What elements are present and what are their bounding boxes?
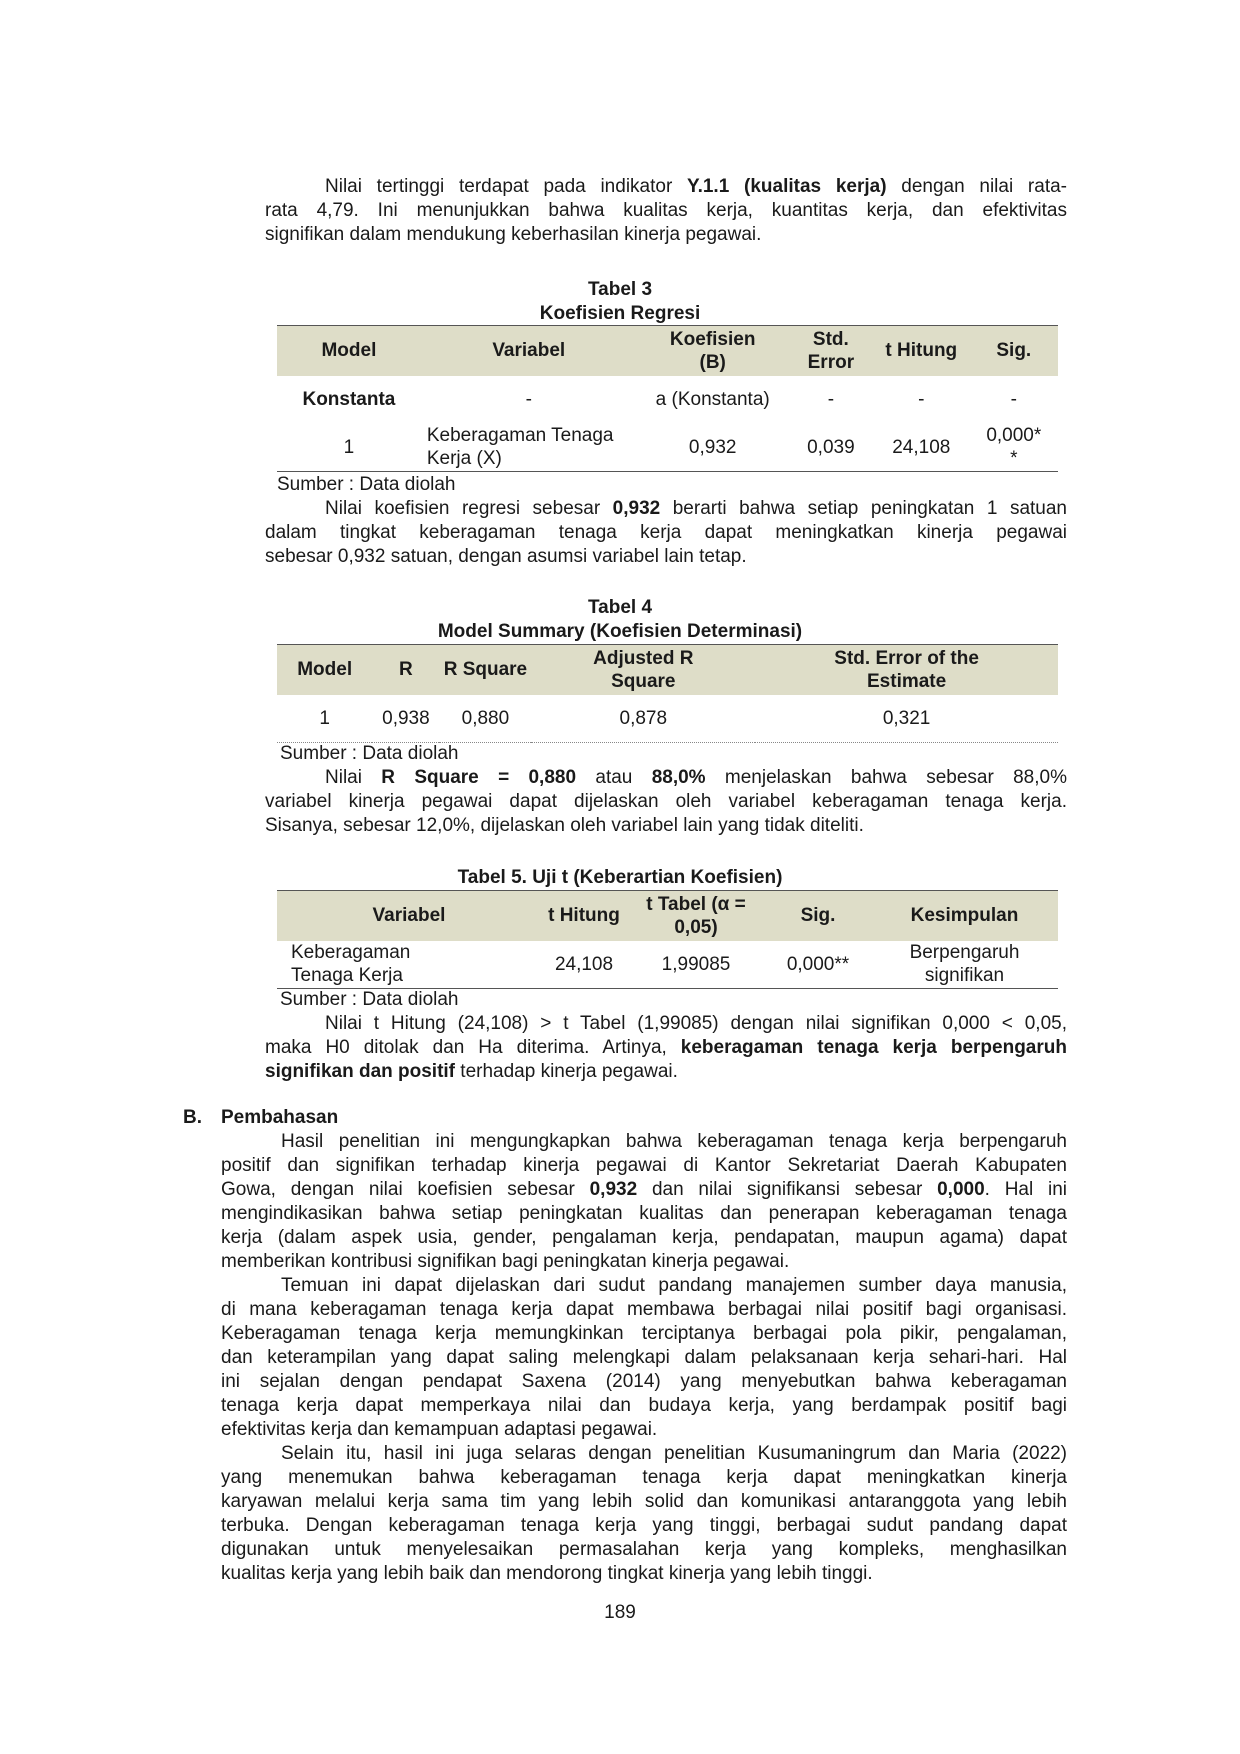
- bold-text: 0,000: [937, 1179, 985, 1200]
- table3-header-sig: Sig.: [970, 326, 1058, 376]
- table3-header-variabel: Variabel: [421, 326, 637, 376]
- table4-cell-r2: 0,880: [461, 707, 510, 729]
- text-line: terbuka. Dengan keberagaman tenaga kerja yang tinggi, berbagai sudut pandang dapat: [221, 1515, 1067, 1536]
- table4-header-r: R: [372, 645, 439, 695]
- text-line: rata 4,79. Ini menunjukkan bahwa kualitas kerja, kuantitas kerja, dan efektivitas: [265, 200, 1067, 221]
- text-line: memberikan kontribusi signifikan bagi peningkatan kinerja pegawai.: [221, 1251, 790, 1272]
- table3-paragraph: [265, 497, 1067, 569]
- table5: [277, 890, 1058, 989]
- table4: [277, 644, 1058, 743]
- table4-paragraph: [265, 766, 1067, 838]
- table3-cell-se: -: [827, 389, 835, 410]
- table3-header-model: Model: [277, 326, 421, 376]
- section-b-title: Pembahasan: [221, 1107, 339, 1128]
- bold-text: 0,932: [612, 498, 661, 519]
- text-line: di mana keberagaman tenaga kerja dapat membawa berbagai nilai positif bagi organisasi.: [221, 1299, 1067, 1320]
- table5-header-t: t Hitung: [541, 891, 627, 941]
- table4-header-see: Std. Error of the Estimate: [755, 645, 1058, 695]
- text-line: kualitas kerja yang lebih baik dan mendorong tingkat kinerja yang lebih tinggi.: [221, 1563, 873, 1584]
- text-line: ini sejalan dengan pendapat Saxena (2014) yang menyebutkan bahwa keberagaman: [221, 1371, 1067, 1392]
- table3-cell-sig: -: [1010, 389, 1017, 410]
- table3-cell-variabel: Keberagaman Tenaga Kerja (X): [426, 425, 614, 470]
- text-line: Sisanya, sebesar 12,0%, dijelaskan oleh variabel lain yang tidak diteliti.: [265, 815, 864, 836]
- text-line: efektivitas kerja dan kemampuan adaptasi pegawai.: [221, 1419, 658, 1440]
- page-number: 189: [604, 1602, 636, 1623]
- text-line: sebesar 0,932 satuan, dengan asumsi variabel lain tetap.: [265, 546, 747, 567]
- intro-paragraph: [265, 175, 1067, 247]
- table3-header-se: Std. Error: [789, 326, 873, 376]
- table4-caption-line1: Tabel 4: [587, 597, 653, 618]
- table5-header-ttab: t Tabel (α = 0,05): [627, 891, 765, 941]
- text-line: Selain itu, hasil ini juga selaras dengan penelitian Kusumaningrum dan Maria (2022): [281, 1443, 1067, 1464]
- text-line: Gowa, dengan nilai koefisien sebesar 0,932 dan nilai signifikansi sebesar 0,000. Hal ini: [221, 1179, 1068, 1200]
- bold-text: keberagaman tenaga kerja berpengaruh: [680, 1037, 1067, 1058]
- text-line: Hasil penelitian ini mengungkapkan bahwa keberagaman tenaga kerja berpengaruh: [281, 1131, 1067, 1152]
- table3-cell-sig: 0,000**: [986, 425, 1042, 470]
- table3-source: Sumber : Data diolah: [277, 474, 456, 495]
- table4-header-r2: R Square: [439, 645, 531, 695]
- table3-cell-model: 1: [343, 436, 355, 458]
- table5-paragraph: [265, 1012, 1067, 1084]
- table5-cell-ttab: 1,99085: [661, 953, 731, 975]
- table4-source: Sumber : Data diolah: [280, 743, 459, 764]
- table4-cell-adj: 0,878: [619, 707, 668, 729]
- text-line: mengindikasikan bahwa setiap peningkatan kualitas dan penerapan keberagaman tenaga: [221, 1203, 1067, 1224]
- text-line: dan keterampilan yang dapat saling melengkapi dalam pelaksanaan kerja sehari-hari. Hal: [221, 1347, 1067, 1368]
- table3: [277, 325, 1058, 472]
- text-line: signifikan dan positif terhadap kinerja pegawai.: [265, 1061, 678, 1082]
- table3-cell-model: Konstanta: [302, 389, 396, 410]
- table4-cell-model: 1: [319, 707, 330, 729]
- bold-text: Y.1.1 (kualitas kerja): [687, 176, 887, 197]
- text-line: Nilai R Square = 0,880 atau 88,0% menjelaskan bahwa sebesar 88,0%: [325, 767, 1067, 788]
- text-line: Nilai t Hitung (24,108) > t Tabel (1,99085) dengan nilai signifikan 0,000 < 0,05,: [325, 1013, 1067, 1034]
- table3-caption: [0, 278, 1240, 326]
- table5-cell-sig: 0,000**: [786, 953, 850, 975]
- table3-cell-t: -: [918, 389, 925, 410]
- table4-caption: [0, 596, 1240, 644]
- bold-text: signifikan dan positif: [265, 1061, 456, 1082]
- pembahasan-paragraph-2: [221, 1274, 1067, 1442]
- pembahasan-paragraph-1: [221, 1130, 1067, 1274]
- text-line: kerja (dalam aspek usia, gender, pengalaman kerja, pendapatan, maupun agama) dapat: [221, 1227, 1067, 1248]
- table3-caption-line2: Koefisien Regresi: [539, 303, 701, 324]
- text-line: karyawan melalui kerja sama tim yang lebih solid dan komunikasi antaranggota yang lebih: [221, 1491, 1067, 1512]
- text-line: Nilai koefisien regresi sebesar 0,932 berarti bahwa setiap peningkatan 1 satuan: [325, 498, 1067, 519]
- text-line: Nilai tertinggi terdapat pada indikator Y.1.1 (kualitas kerja) dengan nilai rata-: [325, 176, 1067, 197]
- table4-cell-see: 0,321: [882, 707, 931, 729]
- text-line: positif dan signifikan terhadap kinerja pegawai di Kantor Sekretariat Daerah Kabupaten: [221, 1155, 1067, 1176]
- table3-cell-koef: a (Konstanta): [655, 389, 770, 410]
- bold-text: 88,0%: [651, 767, 706, 788]
- text-line: signifikan dalam mendukung keberhasilan kinerja pegawai.: [265, 224, 762, 245]
- table5-cell-kes: Berpengaruh signifikan: [909, 942, 1020, 987]
- text-line: dalam tingkat keberagaman tenaga kerja dapat meningkatkan kinerja pegawai: [265, 522, 1067, 543]
- table5-source: Sumber : Data diolah: [280, 989, 459, 1010]
- pembahasan-paragraph-3: [221, 1442, 1067, 1586]
- bold-text: 0,932: [589, 1179, 638, 1200]
- text-line: Keberagaman tenaga kerja memungkinkan terciptanya berbagai pola pikir, pengalaman,: [221, 1323, 1067, 1344]
- section-b-label: B.: [183, 1107, 202, 1128]
- table3-header-t: t Hitung: [873, 326, 970, 376]
- text-line: Temuan ini dapat dijelaskan dari sudut pandang manajemen sumber daya manusia,: [281, 1275, 1067, 1296]
- table4-cell-r: 0,938: [382, 707, 430, 729]
- table3-cell-koef: 0,932: [688, 436, 737, 458]
- table5-header-kes: Kesimpulan: [871, 891, 1058, 941]
- table5-header-variabel: Variabel: [277, 891, 541, 941]
- table5-cell-t: 24,108: [554, 953, 614, 975]
- table5-header-sig: Sig.: [765, 891, 871, 941]
- text-line: digunakan untuk menyelesaikan permasalahan kerja yang kompleks, menghasilkan: [221, 1539, 1067, 1560]
- table4-caption-line2: Model Summary (Koefisien Determinasi): [437, 621, 803, 642]
- bold-text: R Square = 0,880: [381, 767, 577, 788]
- section-b-heading: [183, 1106, 338, 1130]
- table4-header-model: Model: [277, 645, 372, 695]
- table3-cell-t: 24,108: [892, 436, 951, 458]
- table3-caption-line1: Tabel 3: [587, 279, 653, 300]
- text-line: maka H0 ditolak dan Ha diterima. Artinya, keberagaman tenaga kerja berpengaruh: [265, 1037, 1067, 1058]
- table3-cell-variabel: -: [525, 389, 532, 410]
- table3-header-koef: Koefisien (B): [637, 326, 789, 376]
- text-line: yang menemukan bahwa keberagaman tenaga kerja dapat meningkatkan kinerja: [221, 1467, 1067, 1488]
- table5-caption: Tabel 5. Uji t (Keberartian Koefisien): [457, 867, 783, 888]
- text-line: tenaga kerja dapat memperkaya nilai dan budaya kerja, yang berdampak positif bagi: [221, 1395, 1067, 1416]
- table3-cell-se: 0,039: [807, 436, 855, 458]
- table4-header-adj: Adjusted R Square: [531, 645, 755, 695]
- text-line: variabel kinerja pegawai dapat dijelaskan oleh variabel keberagaman tenaga kerja.: [265, 791, 1067, 812]
- table5-cell-variabel: Keberagaman Tenaga Kerja: [291, 942, 411, 987]
